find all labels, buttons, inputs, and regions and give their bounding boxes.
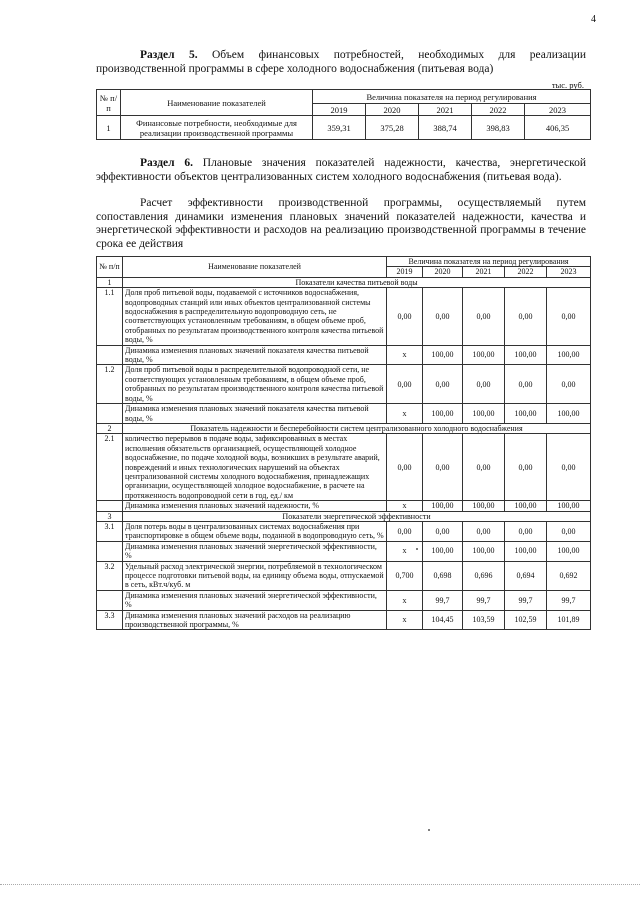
table-row	[97, 610, 591, 630]
row-value: 0,00	[463, 521, 505, 541]
group-title: Показатели качества питьевой воды	[123, 277, 591, 287]
section5-table	[96, 89, 591, 140]
year-header: 2023	[547, 267, 591, 277]
row-value: 0,00	[505, 288, 547, 345]
header-period: Величина показателя на период регулирования	[313, 90, 591, 104]
row-value: 0,700	[387, 561, 423, 590]
header-name: Наименование показателей	[123, 257, 387, 278]
row-value: х	[387, 404, 423, 424]
table-row	[97, 345, 591, 365]
row-value: х	[387, 590, 423, 610]
row-value: 101,89	[547, 610, 591, 630]
section6-text: Плановые значения показателей надежности, качества, энергетической эффективности объектов централизованных систем холодного водоснабжения (питьевая вода).	[96, 157, 586, 183]
row-value: 0,696	[463, 561, 505, 590]
row-value: 0,00	[423, 288, 463, 345]
row-value: 359,31	[313, 116, 366, 140]
row-value: 375,28	[366, 116, 419, 140]
row-value: 398,83	[472, 116, 525, 140]
row-value: 0,698	[423, 561, 463, 590]
row-value: 99,7	[463, 590, 505, 610]
row-name: Динамика изменения плановых значений надежности, %	[123, 501, 387, 511]
year-header: 2019	[313, 104, 366, 116]
row-value: 104,45	[423, 610, 463, 630]
section6-table	[96, 256, 591, 630]
row-name: Динамика изменения плановых значений показателя качества питьевой воды, %	[123, 404, 387, 424]
table-row	[97, 116, 591, 140]
table-row	[97, 501, 591, 511]
header-period: Величина показателя на период регулирования	[387, 257, 591, 267]
header-name: Наименование показателей	[121, 90, 313, 116]
group-title: Показатель надежности и бесперебойности систем централизованного холодного водоснабжения	[123, 423, 591, 433]
row-value: 100,00	[505, 345, 547, 365]
year-header: 2023	[525, 104, 591, 116]
row-value: х	[387, 541, 423, 561]
year-header: 2022	[505, 267, 547, 277]
row-name: количество перерывов в подаче воды, зафиксированных в местах исполнения обязательств организацией, осуществляющей холодное водоснабжение, по подаче холодной воды, возникших в результате аварий, повреждений и иных технологических нарушений на объектах централизованной системы холодного водоснабжения, принадлежащих организации, осуществляющей холодное водоснабжение, в расчете на протяженность водопроводной сети в год, ед./ км	[123, 434, 387, 501]
row-value: х	[387, 501, 423, 511]
row-value: 406,35	[525, 116, 591, 140]
row-value: 0,00	[387, 521, 423, 541]
group-title: Показатели энергетической эффективности	[123, 511, 591, 521]
row-name: Доля проб питьевой воды, подаваемой с источников водоснабжения, водопроводных станций или иных объектов централизованной системы водоснабжения в распределительную водопроводную сеть, не соответствующих установленным требованиям, в общем объеме проб, отобранных по результатам производственного контроля качества питьевой воды, %	[123, 288, 387, 345]
row-value: 100,00	[463, 404, 505, 424]
row-value: 100,00	[463, 345, 505, 365]
row-value: 0,694	[505, 561, 547, 590]
row-value: 0,00	[505, 434, 547, 501]
row-num: 3.2	[97, 561, 123, 590]
row-value: 103,59	[463, 610, 505, 630]
table-row	[97, 521, 591, 541]
year-header: 2020	[366, 104, 419, 116]
page-number: 4	[591, 14, 596, 25]
row-value: 100,00	[505, 404, 547, 424]
row-value: 0,00	[505, 521, 547, 541]
row-value: 100,00	[547, 404, 591, 424]
year-header: 2020	[423, 267, 463, 277]
row-name: Динамика изменения плановых значений расходов на реализацию производственной программы, %	[123, 610, 387, 630]
table-row	[97, 541, 591, 561]
section6-paragraph: Расчет эффективности производственной программы, осуществляемый путем сопоставления динамики изменения плановых значений показателей надежности, качества и энергетической эффективности и расходов на реализацию производственной программы в течение срока ее действия	[96, 197, 586, 250]
group-row	[97, 277, 591, 287]
row-num: 3.3	[97, 610, 123, 630]
row-name: Динамика изменения плановых значений показателя качества питьевой воды, %	[123, 345, 387, 365]
row-value: 0,00	[423, 434, 463, 501]
row-value: 0,00	[463, 288, 505, 345]
table-row	[97, 590, 591, 610]
row-value: 100,00	[463, 501, 505, 511]
row-num	[97, 590, 123, 610]
group-num: 1	[97, 277, 123, 287]
row-num	[97, 345, 123, 365]
row-value: 100,00	[505, 501, 547, 511]
row-value: 102,59	[505, 610, 547, 630]
table-row	[97, 288, 591, 345]
row-name: Динамика изменения плановых значений энергетической эффективности, %	[123, 541, 387, 561]
row-value: 0,00	[387, 365, 423, 404]
row-name: Доля проб питьевой воды в распределительной водопроводной сети, не соответствующих установленным требованиям, в общем объеме проб, отобранных по результатам производственного контроля качества питьевой воды, %	[123, 365, 387, 404]
section5-text: Объем финансовых потребностей, необходимых для реализации производственной программы в сфере холодного водоснабжения (питьевая вода)	[96, 49, 586, 75]
row-value: 0,00	[547, 521, 591, 541]
row-value: 0,00	[463, 434, 505, 501]
row-value: 0,00	[547, 288, 591, 345]
year-header: 2022	[472, 104, 525, 116]
row-value: 0,00	[505, 365, 547, 404]
row-value: 100,00	[547, 541, 591, 561]
group-row	[97, 423, 591, 433]
scan-speck	[428, 829, 430, 831]
group-num: 3	[97, 511, 123, 521]
row-value: 0,00	[423, 365, 463, 404]
row-value: 99,7	[547, 590, 591, 610]
row-num: 1	[97, 116, 121, 140]
row-num	[97, 541, 123, 561]
row-value: 0,00	[387, 434, 423, 501]
row-value: 0,00	[387, 288, 423, 345]
row-value: 100,00	[423, 404, 463, 424]
row-num: 3.1	[97, 521, 123, 541]
row-value: 0,00	[547, 434, 591, 501]
section6-label: Раздел 6.	[140, 157, 193, 169]
row-value: 388,74	[419, 116, 472, 140]
scan-speck	[416, 548, 418, 550]
row-value: 100,00	[423, 541, 463, 561]
table-row	[97, 561, 591, 590]
row-name: Удельный расход электрической энергии, потребляемой в технологическом процессе подготовки питьевой воды, на единицу объема воды, отпускаемой в сеть, кВт.ч/куб. м	[123, 561, 387, 590]
row-value: 100,00	[423, 345, 463, 365]
table-row	[97, 404, 591, 424]
row-value: 0,00	[463, 365, 505, 404]
group-row	[97, 511, 591, 521]
row-value: 100,00	[423, 501, 463, 511]
row-name: Доля потерь воды в централизованных системах водоснабжения при транспортировке в общем объеме воды, поданной в водопроводную сеть, %	[123, 521, 387, 541]
year-header: 2021	[419, 104, 472, 116]
table-row	[97, 365, 591, 404]
row-num: 1.1	[97, 288, 123, 345]
row-value: 100,00	[547, 501, 591, 511]
row-name: Динамика изменения плановых значений энергетической эффективности, %	[123, 590, 387, 610]
header-num: № п/п	[97, 90, 121, 116]
row-num: 2.1	[97, 434, 123, 501]
section5-label: Раздел 5.	[140, 49, 198, 61]
row-value: 100,00	[505, 541, 547, 561]
page-edge-line	[0, 884, 640, 885]
group-num: 2	[97, 423, 123, 433]
row-value: 0,692	[547, 561, 591, 590]
row-value: 0,00	[423, 521, 463, 541]
section6-title	[96, 156, 586, 184]
row-value: х	[387, 345, 423, 365]
row-num	[97, 501, 123, 511]
table-row	[97, 434, 591, 501]
year-header: 2021	[463, 267, 505, 277]
row-value: 100,00	[547, 345, 591, 365]
section5-title	[96, 48, 586, 76]
row-value: 100,00	[463, 541, 505, 561]
row-value: 99,7	[505, 590, 547, 610]
row-num	[97, 404, 123, 424]
row-value: х	[387, 610, 423, 630]
year-header: 2019	[387, 267, 423, 277]
row-name: Финансовые потребности, необходимые для реализации производственной программы	[121, 116, 313, 140]
row-value: 0,00	[547, 365, 591, 404]
header-num: № п/п	[97, 257, 123, 278]
row-num: 1.2	[97, 365, 123, 404]
row-value: 99,7	[423, 590, 463, 610]
units-label: тыс. руб.	[551, 80, 584, 90]
